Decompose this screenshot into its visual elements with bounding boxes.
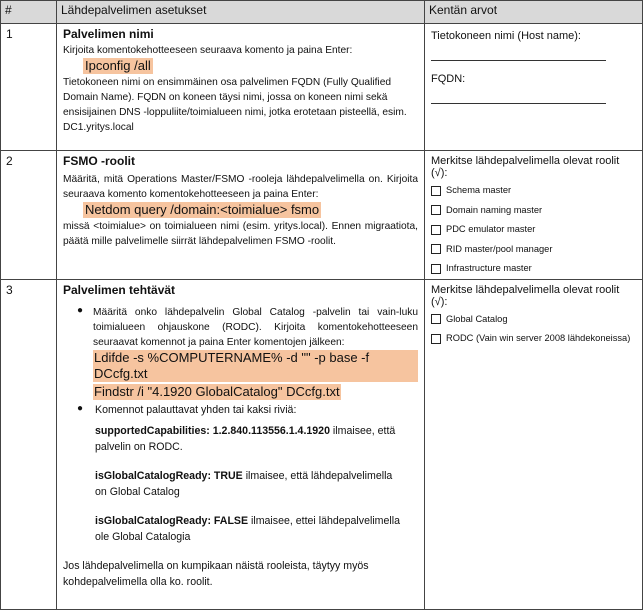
table-row [1, 24, 643, 151]
footer-note: Jos lähdepalvelimella on kumpikaan näistä rooleista, täytyy myös kohdepalvelimella olla ko. roolit. [63, 560, 369, 588]
result-line: isGlobalCatalogReady: TRUE ilmaisee, että lähdepalvelimella on Global Catalog [95, 470, 393, 498]
host-name-field[interactable] [431, 46, 606, 61]
roles-instruction: Merkitse lähdepalvelimella olevat roolit (√): [431, 155, 620, 179]
command-text: Ldifde -s %COMPUTERNAME% -d "" -p base -f DCcfg.txt [93, 350, 418, 382]
checkbox-icon[interactable] [431, 264, 441, 274]
role-checkbox-infrastructure-master[interactable]: Infrastructure master [431, 259, 642, 279]
header-row [1, 1, 643, 24]
instruction-text: Kirjoita komentokehotteeseen seuraava komento ja paina Enter: [63, 45, 353, 56]
settings-cell [57, 24, 425, 151]
section-title: FSMO -roolit [63, 154, 135, 168]
row-number: 3 [1, 279, 57, 609]
checkbox-icon[interactable] [431, 244, 441, 254]
checkbox-icon[interactable] [431, 314, 441, 324]
command-text: Ipconfig /all [85, 58, 151, 73]
section-title: Palvelimen nimi [63, 27, 154, 41]
host-name-label: Tietokoneen nimi (Host name): [431, 30, 581, 42]
result-line: isGlobalCatalogReady: FALSE ilmaisee, ettei lähdepalvelimella ole Global Catalogia [95, 515, 400, 543]
role-checkbox-schema-master[interactable]: Schema master [431, 181, 642, 201]
fqdn-field[interactable] [431, 89, 606, 104]
fqdn-label: FQDN: [431, 73, 466, 85]
command-text: Findstr /i "4.1920 GlobalCatalog" DCcfg.txt [94, 383, 340, 399]
checkbox-icon[interactable] [431, 205, 441, 215]
instruction-text: Määritä onko lähdepalvelin Global Catalog -palvelin tai vain-luku toimialueen ohjauskone (RODC). Kirjoita komentokehotteeseen seuraavat komennot ja paina Enter komentojen jälkeen: [93, 306, 418, 348]
values-cell [425, 24, 643, 151]
description-text: missä <toimialue> on toimialueen nimi (esim. yritys.local). Ennen migraatiota, päätä mille palvelimelle siirrät lähdepalvelimen FSMO -roolit. [63, 221, 418, 247]
checkbox-icon[interactable] [431, 225, 441, 235]
instruction-text: Määritä, mitä Operations Master/FSMO -rooleja lähdepalvelimella on. Kirjoita seuraava komento komentokehotteeseen ja paina Enter: [63, 174, 418, 200]
bullet-icon: ● [77, 304, 84, 316]
roles-instruction: Merkitse lähdepalvelimella olevat roolit (√): [431, 283, 620, 308]
role-checkbox-pdc-emulator-master[interactable]: PDC emulator master [431, 220, 642, 240]
header-num: # [1, 1, 57, 24]
values-cell [425, 279, 643, 609]
checkbox-icon[interactable] [431, 334, 441, 344]
role-checkbox-rodc[interactable]: RODC (Vain win server 2008 lähdekoneissa) [431, 329, 642, 349]
settings-cell [57, 279, 425, 609]
checkbox-icon[interactable] [431, 186, 441, 196]
role-checkbox-domain-naming-master[interactable]: Domain naming master [431, 201, 642, 221]
row-number: 2 [1, 151, 57, 280]
instruction-text: Komennot palauttavat yhden tai kaksi riviä: [95, 403, 297, 416]
values-cell [425, 151, 643, 280]
section-title: Palvelimen tehtävät [63, 282, 176, 297]
command-text: Netdom query /domain:<toimialue> fsmo [85, 202, 320, 217]
role-checkbox-global-catalog[interactable]: Global Catalog [431, 310, 642, 330]
table-row [1, 151, 643, 280]
bullet-icon: ● [77, 402, 84, 414]
row-number: 1 [1, 24, 57, 151]
table-row [1, 279, 643, 609]
header-settings: Lähdepalvelimen asetukset [57, 1, 425, 24]
settings-cell [57, 151, 425, 280]
role-checkbox-rid-master[interactable]: RID master/pool manager [431, 240, 642, 260]
header-values: Kentän arvot [425, 1, 643, 24]
description-text: Tietokoneen nimi on ensimmäinen osa palvelimen FQDN (Fully Qualified Domain Name). FQDN on koneen täysi nimi, jossa on koneen nimi sekä ensisijainen DNS -loppuliite/toimialueen nimi, jotka erotetaan pisteellä, esim. DC1.yritys.local [63, 77, 407, 133]
result-line: supportedCapabilities: 1.2.840.113556.1.4.1920 ilmaisee, että palvelin on RODC. [95, 425, 396, 453]
